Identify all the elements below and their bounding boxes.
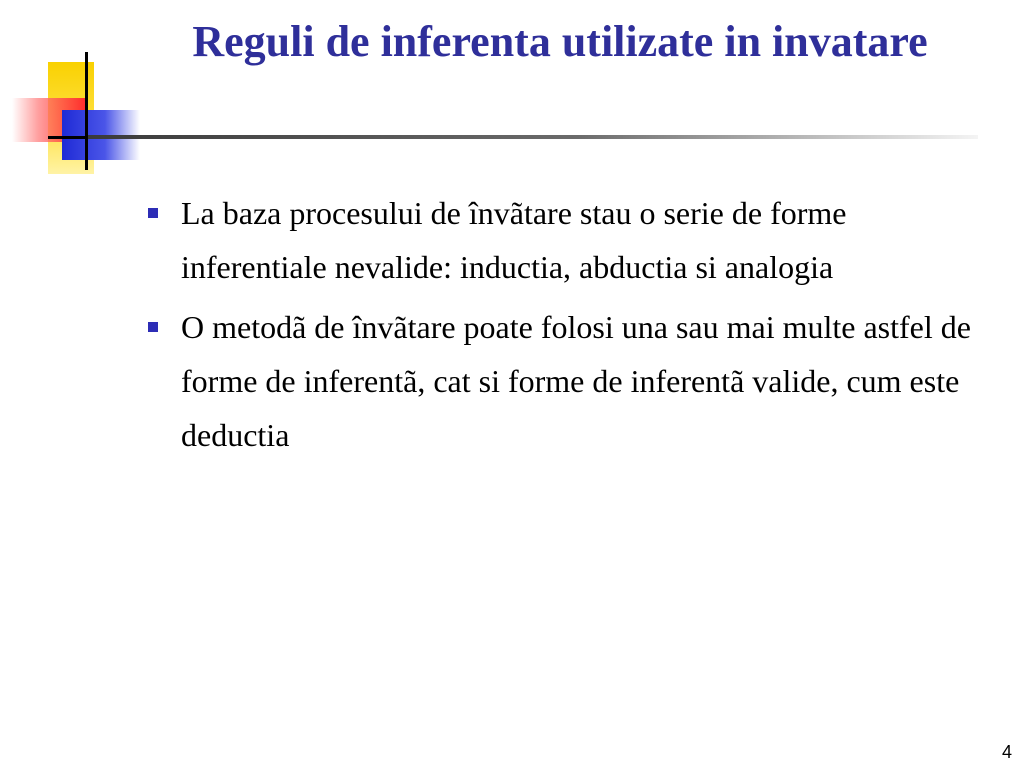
bullet-list [145,186,975,468]
bullet-text: O metodã de învãtare poate folosi una sau mai multe astfel de forme de inferentã, cat si forme de inferentã valide, cum este deductia [181,309,971,453]
decorative-blocks-icon [0,0,170,190]
square-bullet-icon [148,208,158,218]
square-bullet-icon [148,322,158,332]
bullet-item [145,186,975,294]
page-number: 4 [1001,742,1012,762]
bullet-text: La baza procesului de învãtare stau o serie de forme inferentiale nevalide: inductia, abductia si analogia [181,195,847,285]
decor-vertical-line [85,52,88,170]
slide-title: Reguli de inferenta utilizate in invatare [192,17,928,66]
bullet-item [145,300,975,462]
title-rule [88,135,978,139]
